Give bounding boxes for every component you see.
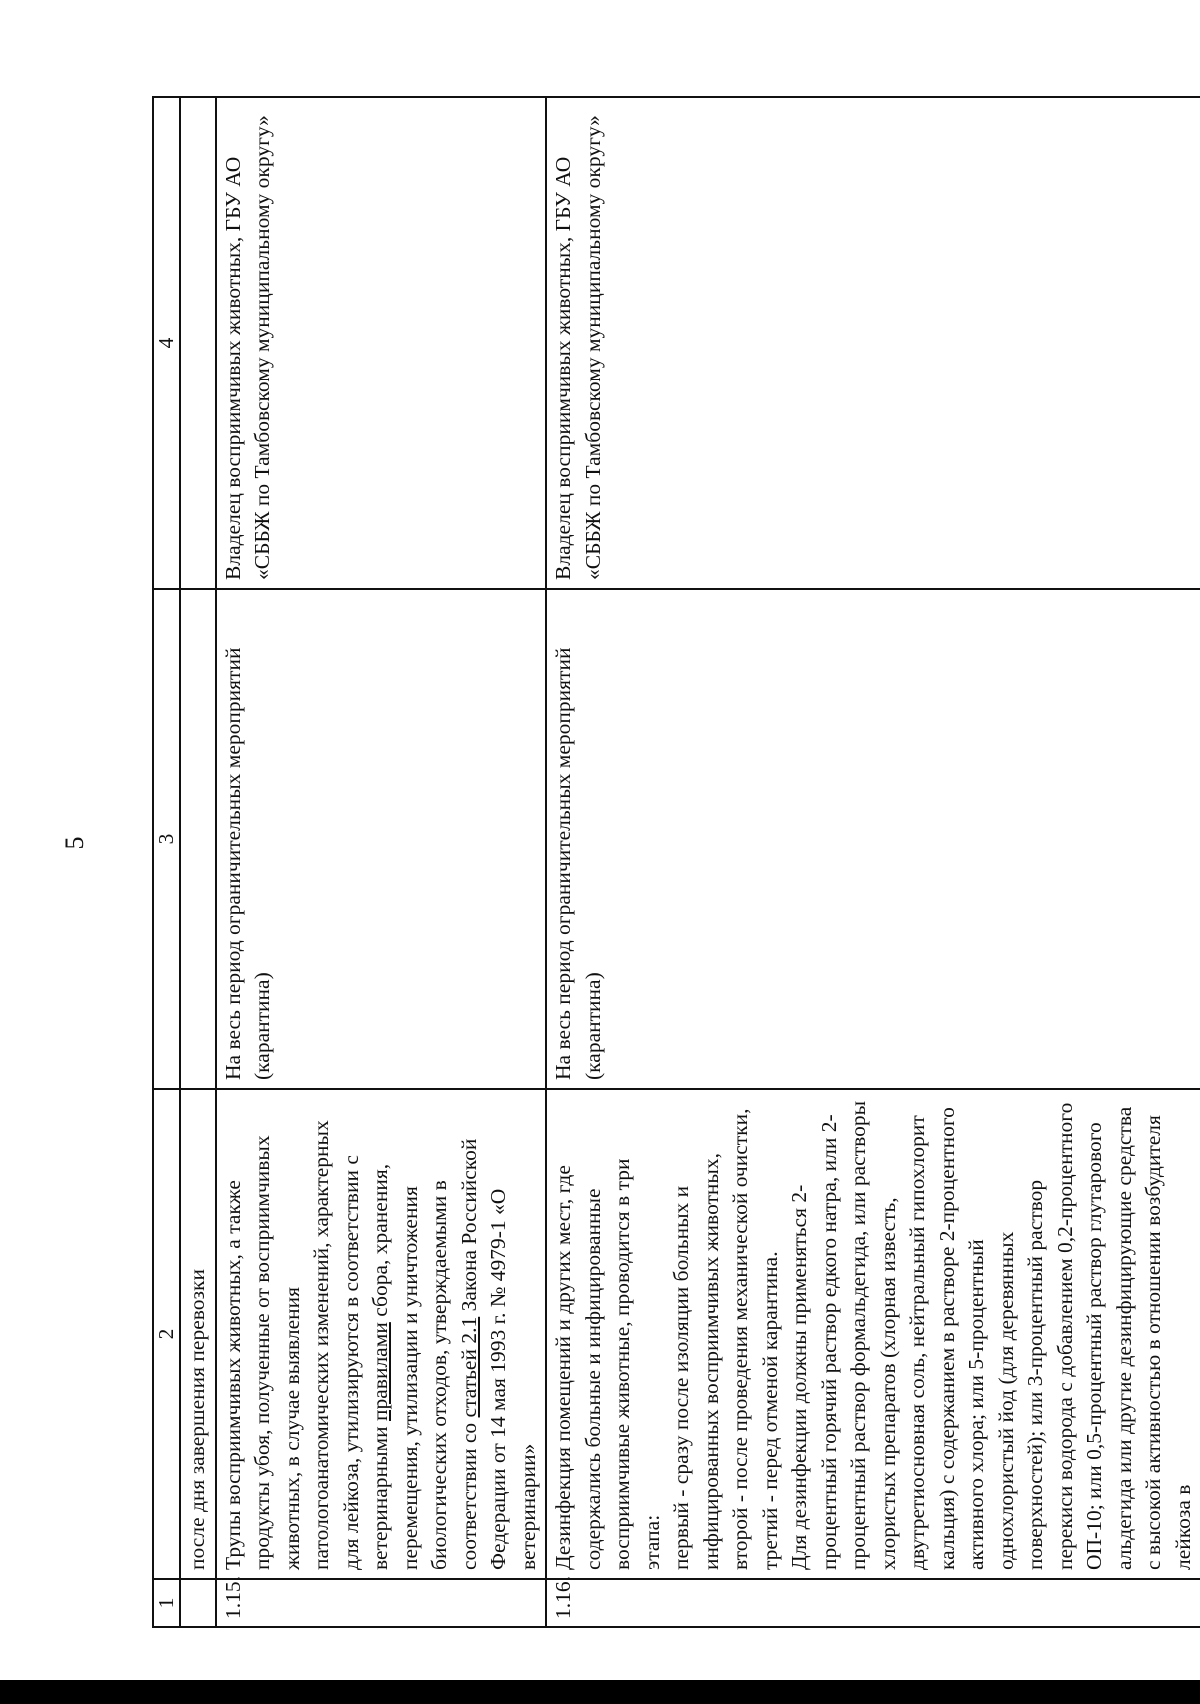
continuation-text: после дня завершения перевозки bbox=[180, 1089, 216, 1579]
measure-text-part: Трупы восприимчивых животных, а также продукты убоя, полученные от восприимчивых животных, в случае выявления патологоанатомических изменений, характерных для лейкоза, утилизируются в соответствии с ветеринарными bbox=[220, 1120, 392, 1570]
row-number: 1.15. bbox=[216, 1579, 547, 1627]
continuation-row bbox=[180, 97, 216, 1627]
table-row bbox=[546, 97, 1200, 1627]
page-number: 5 bbox=[60, 836, 89, 850]
continuation-col4 bbox=[180, 97, 216, 589]
timing-text: На весь период ограничительных мероприятий (карантина) bbox=[546, 589, 1200, 1089]
article-link[interactable]: статьей 2.1 bbox=[456, 1316, 481, 1418]
scan-edge-bar bbox=[0, 1680, 1200, 1704]
timing-text: На весь период ограничительных мероприятий (карантина) bbox=[216, 589, 547, 1089]
row-number: 1.16. bbox=[546, 1579, 1200, 1627]
header-col-2: 2 bbox=[153, 1089, 180, 1579]
measures-table bbox=[152, 96, 1200, 1628]
responsible-text: Владелец восприимчивых животных, ГБУ АО «СББЖ по Тамбовскому муниципальному округу» bbox=[216, 97, 547, 589]
continuation-num bbox=[180, 1579, 216, 1627]
measure-text-part: сбора, хранения, перемещения, утилизации и уничтожения биологических отходов, утверждаемыми в соответствии со bbox=[368, 1163, 481, 1570]
responsible-text: Владелец восприимчивых животных, ГБУ АО «СББЖ по Тамбовскому муниципальному округу» bbox=[546, 97, 1200, 589]
header-row bbox=[153, 97, 180, 1627]
header-col-4: 4 bbox=[153, 97, 180, 589]
rotated-table-wrapper bbox=[152, 98, 1195, 1628]
header-col-3: 3 bbox=[153, 589, 180, 1089]
table-row bbox=[216, 97, 547, 1627]
rules-link[interactable]: правилами bbox=[368, 1322, 392, 1421]
measure-text: Дезинфекция помещений и других мест, где содержались больные и инфицированные восприимчивые животные, проводится в три этапа: первый - сразу после изоляции больных и инфицированных восприимчивых животных, второй - после проведения механической очистки, третий - перед отменой карантина. Для дезинфекции должны применяться 2-процентный горячий раствор едкого натра, или 2-процентный раствор формальдегида, или растворы хлористых препаратов (хлорная известь, двутретиосновная соль, нейтральный гипохлорит кальция) с содержанием в растворе 2-процентного активного хлора; или 5-процентный однохлористый йод (для деревянных поверхностей); или 3-процентный раствор перекиси водорода с добавлением 0,2-процентного ОП-10; или 0,5-процентный раствор глутарового альдегида или другие дезинфицирующие средства с высокой активностью в отношении возбудителя лейкоза в bbox=[546, 1089, 1200, 1579]
measure-text-part: Закона Российской Федерации от 14 мая 1993 г. № 4979-1 «О ветеринарии» bbox=[456, 1138, 540, 1570]
measure-text bbox=[216, 1089, 547, 1579]
header-col-1: 1 bbox=[153, 1579, 180, 1627]
continuation-col3 bbox=[180, 589, 216, 1089]
